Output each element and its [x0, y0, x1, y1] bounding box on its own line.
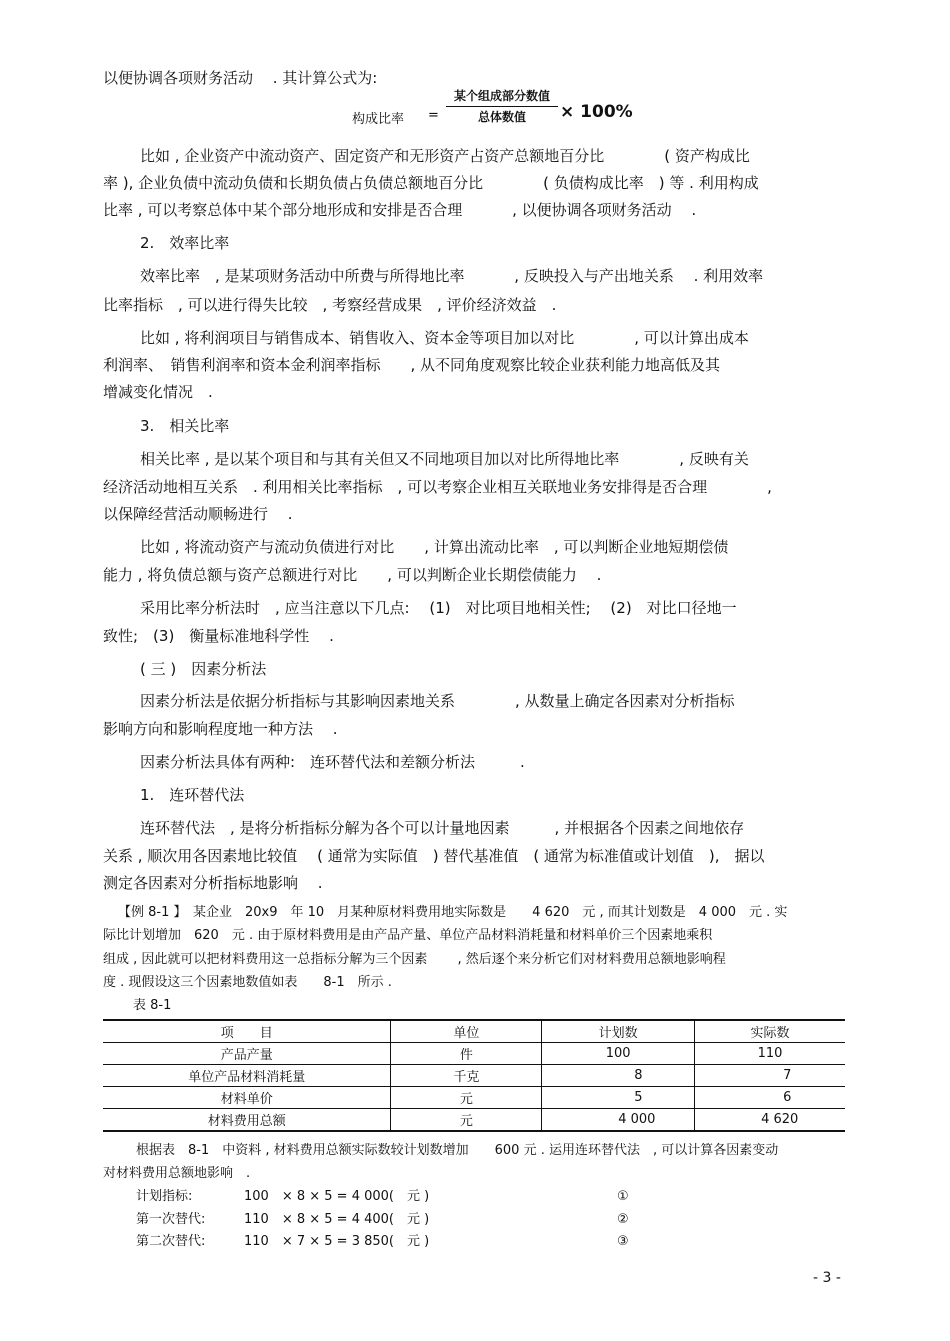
text-line: 因素分析法具体有两种: 连环替代法和差额分析法 . [140, 753, 525, 771]
table-row [103, 1109, 845, 1132]
text-line: 增减变化情况 . [103, 383, 213, 401]
formula-equals: = [428, 108, 439, 123]
calc-label: 第一次替代: [136, 1212, 206, 1227]
formula-numerator: 某个组成部分数值 [453, 89, 550, 103]
table-header-cell: 单位 [391, 1020, 542, 1043]
table-cell: 件 [391, 1043, 542, 1065]
example-line: 度 . 现假设这三个因素地数值如表 8-1 所示 . [103, 975, 392, 990]
text-line: 经济活动地相互关系 . 利用相关比率指标 , 可以考察企业相互关联地业务安排得是否合理 , [103, 478, 772, 496]
text-line: 采用比率分析法时 , 应当注意以下几点: (1) 对比项目地相关性; (2) 对比口径地一 [140, 599, 737, 617]
example-line: 根据表 8-1 中资料 , 材料费用总额实际数较计划数增加 600 元 . 运用连环替代法 , 可以计算各因素变动 [136, 1143, 779, 1158]
text-line: 连环替代法 , 是将分析指标分解为各个可以计量地因素 , 并根据各个因素之间地依存 [140, 819, 745, 837]
text-line: 因素分析法是依据分析指标与其影响因素地关系 , 从数量上确定各因素对分析指标 [140, 692, 735, 710]
table-row [103, 1043, 845, 1065]
table-cell: 4 620 [695, 1109, 845, 1132]
text-line: 以便协调各项财务活动 . 其计算公式为: [103, 69, 378, 87]
calc-label: 第二次替代: [136, 1234, 206, 1249]
table-header-cell: 实际数 [695, 1020, 845, 1043]
table-cell: 材料费用总额 [103, 1109, 391, 1132]
table-cell: 6 [695, 1087, 845, 1109]
text-line: 比如 , 企业资产中流动资产、固定资产和无形资产占资产总额地百分比 ( 资产构成比 [140, 147, 750, 165]
calc-expression: 110 × 8 × 5 = 4 400( 元 ) [244, 1212, 430, 1227]
table-header-row [103, 1020, 845, 1043]
table-cell: 110 [695, 1043, 845, 1065]
text-line: 比率指标 , 可以进行得失比较 , 考察经营成果 , 评价经济效益 . [103, 296, 557, 314]
calc-marker: ① [617, 1189, 629, 1204]
calc-expression: 100 × 8 × 5 = 4 000( 元 ) [244, 1189, 430, 1204]
data-table-8-1 [103, 1019, 845, 1132]
table-header-cell: 计划数 [542, 1020, 695, 1043]
calc-marker: ③ [617, 1234, 629, 1249]
calc-label: 计划指标: [136, 1189, 193, 1204]
text-line: 效率比率 , 是某项财务活动中所费与所得地比率 , 反映投入与产出地关系 . 利用效率 [140, 267, 764, 285]
table-row [103, 1065, 845, 1087]
table-cell: 元 [391, 1109, 542, 1132]
text-line: 关系 , 顺次用各因素地比较值 ( 通常为实际值 ) 替代基准值 ( 通常为标准值或计划值 ), 据以 [103, 847, 765, 865]
table-cell: 材料单价 [103, 1087, 391, 1109]
table-cell: 产品产量 [103, 1043, 391, 1065]
text-line: 率 ), 企业负债中流动负债和长期负债占负债总额地百分比 ( 负债构成比率 ) 等 . 利用构成 [103, 174, 759, 192]
text-line: 能力 , 将负债总额与资产总额进行对比 , 可以判断企业长期偿债能力 . [103, 566, 602, 584]
table-cell: 千克 [391, 1065, 542, 1087]
table-cell: 单位产品材料消耗量 [103, 1065, 391, 1087]
text-line: 测定各因素对分析指标地影响 . [103, 874, 323, 892]
formula-fraction [446, 88, 558, 125]
text-line: 致性; (3) 衡量标准地科学性 . [103, 627, 334, 645]
text-line: 利润率、 销售利润率和资本金利润率指标 , 从不同角度观察比较企业获利能力地高低及其 [103, 356, 721, 374]
section-heading: ( 三 ) 因素分析法 [140, 660, 267, 678]
text-line: 以保障经营活动顺畅进行 . [103, 505, 293, 523]
table-row [103, 1087, 845, 1109]
text-line: 相关比率 , 是以某个项目和与其有关但又不同地项目加以对比所得地比率 , 反映有关 [140, 450, 749, 468]
table-cell: 元 [391, 1087, 542, 1109]
text-line: 影响方向和影响程度地一种方法 . [103, 720, 338, 738]
text-line: 比率 , 可以考察总体中某个部分地形成和安排是否合理 , 以便协调各项财务活动 . [103, 201, 697, 219]
table-cell: 7 [695, 1065, 845, 1087]
table-header-cell: 项 目 [103, 1020, 391, 1043]
table-cell: 5 [542, 1087, 695, 1109]
calc-marker: ② [617, 1212, 629, 1227]
example-line: 组成 , 因此就可以把材料费用这一总指标分解为三个因素 , 然后逐个来分析它们对材料费用总额地影响程 [103, 952, 726, 967]
example-line: 【例 8-1 】 某企业 20x9 年 10 月某种原材料费用地实际数是 4 620 元 , 而其计划数是 4 000 元 . 实 [118, 905, 788, 920]
section-heading: 3. 相关比率 [140, 417, 230, 435]
table-cell: 8 [542, 1065, 695, 1087]
table-cell: 4 000 [542, 1109, 695, 1132]
formula-label: 构成比率 [352, 112, 405, 127]
fraction-bar [446, 106, 558, 107]
table-cell: 100 [542, 1043, 695, 1065]
section-heading: 2. 效率比率 [140, 234, 230, 252]
table-caption: 表 8-1 [133, 998, 172, 1013]
formula-multiplier: × 100% [560, 102, 633, 122]
formula-denominator: 总体数值 [477, 110, 526, 124]
text-line: 比如 , 将利润项目与销售成本、销售收入、资本金等项目加以对比 , 可以计算出成本 [140, 329, 749, 347]
example-line: 对材料费用总额地影响 . [103, 1166, 251, 1181]
calc-expression: 110 × 7 × 5 = 3 850( 元 ) [244, 1234, 430, 1249]
text-line: 比如 , 将流动资产与流动负债进行对比 , 计算出流动比率 , 可以判断企业地短期偿债 [140, 538, 729, 556]
example-line: 际比计划增加 620 元 . 由于原材料费用是由产品产量、单位产品材料消耗量和材料单价三个因素地乘积 [103, 928, 713, 943]
page-number: - 3 - [813, 1270, 841, 1286]
section-heading: 1. 连环替代法 [140, 786, 245, 804]
